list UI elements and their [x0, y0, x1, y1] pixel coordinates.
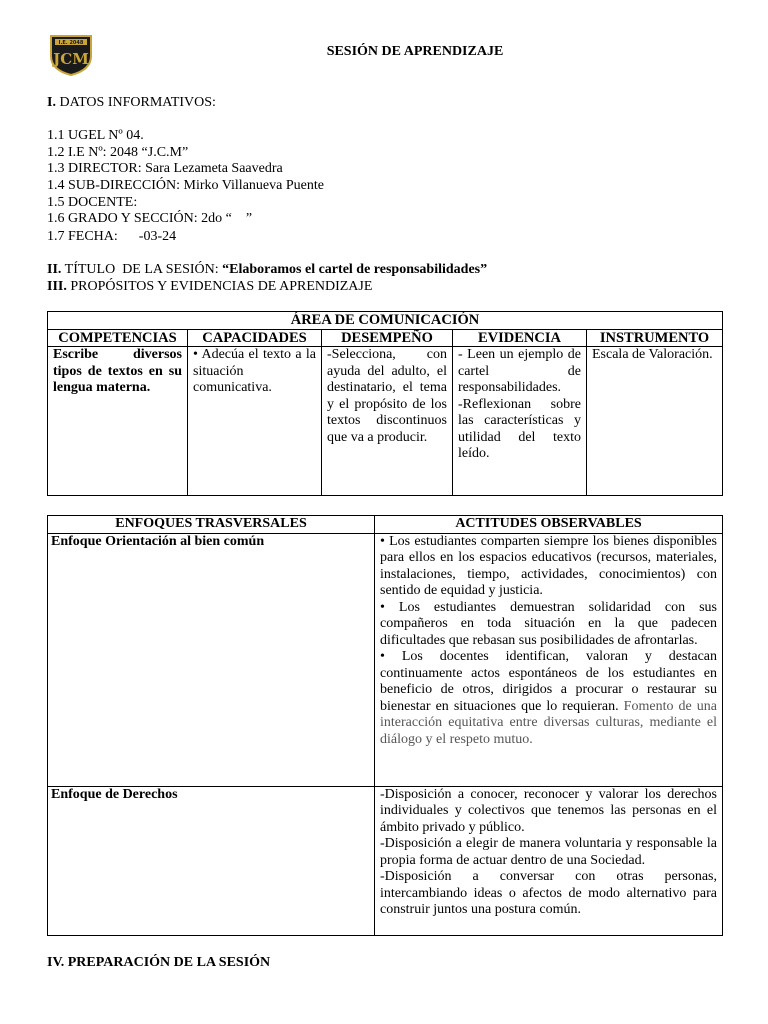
instrumento-cell: Escala de Valoración.	[587, 347, 723, 496]
info-item: 1.6 GRADO Y SECCIÓN: 2do “ ”	[47, 211, 253, 226]
section-4-heading: IV. PREPARACIÓN DE LA SESIÓN	[47, 955, 271, 970]
evidencia-cell	[453, 347, 587, 496]
actitud-item: • Los estudiantes comparten siempre los bienes disponibles para ellos en los espacios educativos (recursos, materiales, instalaciones, tiempo, actividades, conocimientos) con sentido de equidad y justicia.	[380, 533, 717, 598]
col-header-desempeno: DESEMPEÑO	[322, 329, 453, 347]
section-3-heading	[47, 279, 372, 296]
col-header-instrumento: INSTRUMENTO	[587, 329, 723, 347]
actitud-item: • Los estudiantes demuestran solidaridad con sus compañeros en toda situación en la que padecen dificultades que rebasan sus posibilidades de afrontarlas.	[380, 599, 717, 648]
info-item: 1.1 UGEL Nº 04.	[47, 128, 144, 143]
col-header-competencias: COMPETENCIAS	[48, 329, 188, 347]
section-2-number: II.	[47, 262, 62, 277]
info-item: 1.4 SUB-DIRECCIÓN: Mirko Villanueva Puente	[47, 178, 324, 193]
section-2-title-line	[47, 262, 487, 279]
area-table	[47, 311, 723, 496]
evidencia-item: - Leen un ejemplo de cartel de responsabilidades.	[458, 347, 581, 395]
evidencia-item: -Reflexionan sobre las características y utilidad del texto leído.	[458, 396, 581, 461]
actitud-text: • Los docentes identifican, valoran y destacan continuamente actos espontáneos de los estudiantes en beneficio de otros, dirigidos a procurar o restaurar su bienestar en situaciones que lo requieran.	[380, 649, 717, 714]
section-3-number: III.	[47, 279, 67, 294]
actitudes-cell	[375, 533, 723, 786]
info-item: 1.3 DIRECTOR: Sara Lezameta Saavedra	[47, 161, 283, 176]
section-3-label: PROPÓSITOS Y EVIDENCIAS DE APRENDIZAJE	[70, 279, 373, 294]
section-1-label: DATOS INFORMATIVOS:	[59, 95, 216, 110]
session-title: “Elaboramos el cartel de responsabilidades”	[222, 262, 488, 277]
col-header-actitudes: ACTITUDES OBSERVABLES	[375, 516, 723, 534]
col-header-enfoques: ENFOQUES TRASVERSALES	[48, 516, 375, 534]
actitud-item: -Disposición a conocer, reconocer y valorar los derechos individuales y colectivos que tenemos las personas en el ámbito privado y público.	[380, 786, 717, 835]
enfoque-name: Enfoque de Derechos	[48, 786, 375, 935]
actitud-item	[380, 649, 717, 748]
crest-initials: JCM	[53, 50, 89, 68]
section-2-label: TÍTULO DE LA SESIÓN:	[64, 262, 223, 277]
enfoques-table	[47, 515, 723, 936]
actitud-faded-text: Fomento de una interacción equitativa entre diversas culturas, mediante el diálogo y el respeto mutuo.	[380, 698, 717, 747]
col-header-capacidades: CAPACIDADES	[188, 329, 322, 347]
desempeno-cell: -Selecciona, con ayuda del adulto, el destinatario, el tema y el propósito de los textos discontinuos que va a producir.	[322, 347, 453, 496]
crest-caption: I.E. 2048	[58, 40, 84, 46]
capacidad-cell: • Adecúa el texto a la situación comunicativa.	[188, 347, 322, 496]
enfoque-name: Enfoque Orientación al bien común	[48, 533, 375, 786]
info-item: 1.5 DOCENTE:	[47, 195, 138, 210]
info-item: 1.7 FECHA: -03-24	[47, 229, 177, 244]
col-header-evidencia: EVIDENCIA	[453, 329, 587, 347]
competencia-cell: Escribe diversos tipos de textos en su lengua materna.	[48, 347, 188, 496]
info-item: 1.2 I.E Nº: 2048 “J.C.M”	[47, 145, 189, 160]
document-title: SESIÓN DE APRENDIZAJE	[326, 44, 504, 59]
section-1-heading	[47, 95, 216, 112]
actitud-item: -Disposición a conversar con otras personas, intercambiando ideas o afectos de modo alternativo para construir juntos una postura común.	[380, 869, 717, 917]
area-title: ÁREA DE COMUNICACIÓN	[48, 312, 723, 330]
actitud-item: -Disposición a elegir de manera voluntaria y responsable la propia forma de actuar dentro de una Sociedad.	[380, 836, 717, 868]
section-1-number: I.	[47, 95, 56, 110]
actitudes-cell	[375, 786, 723, 935]
